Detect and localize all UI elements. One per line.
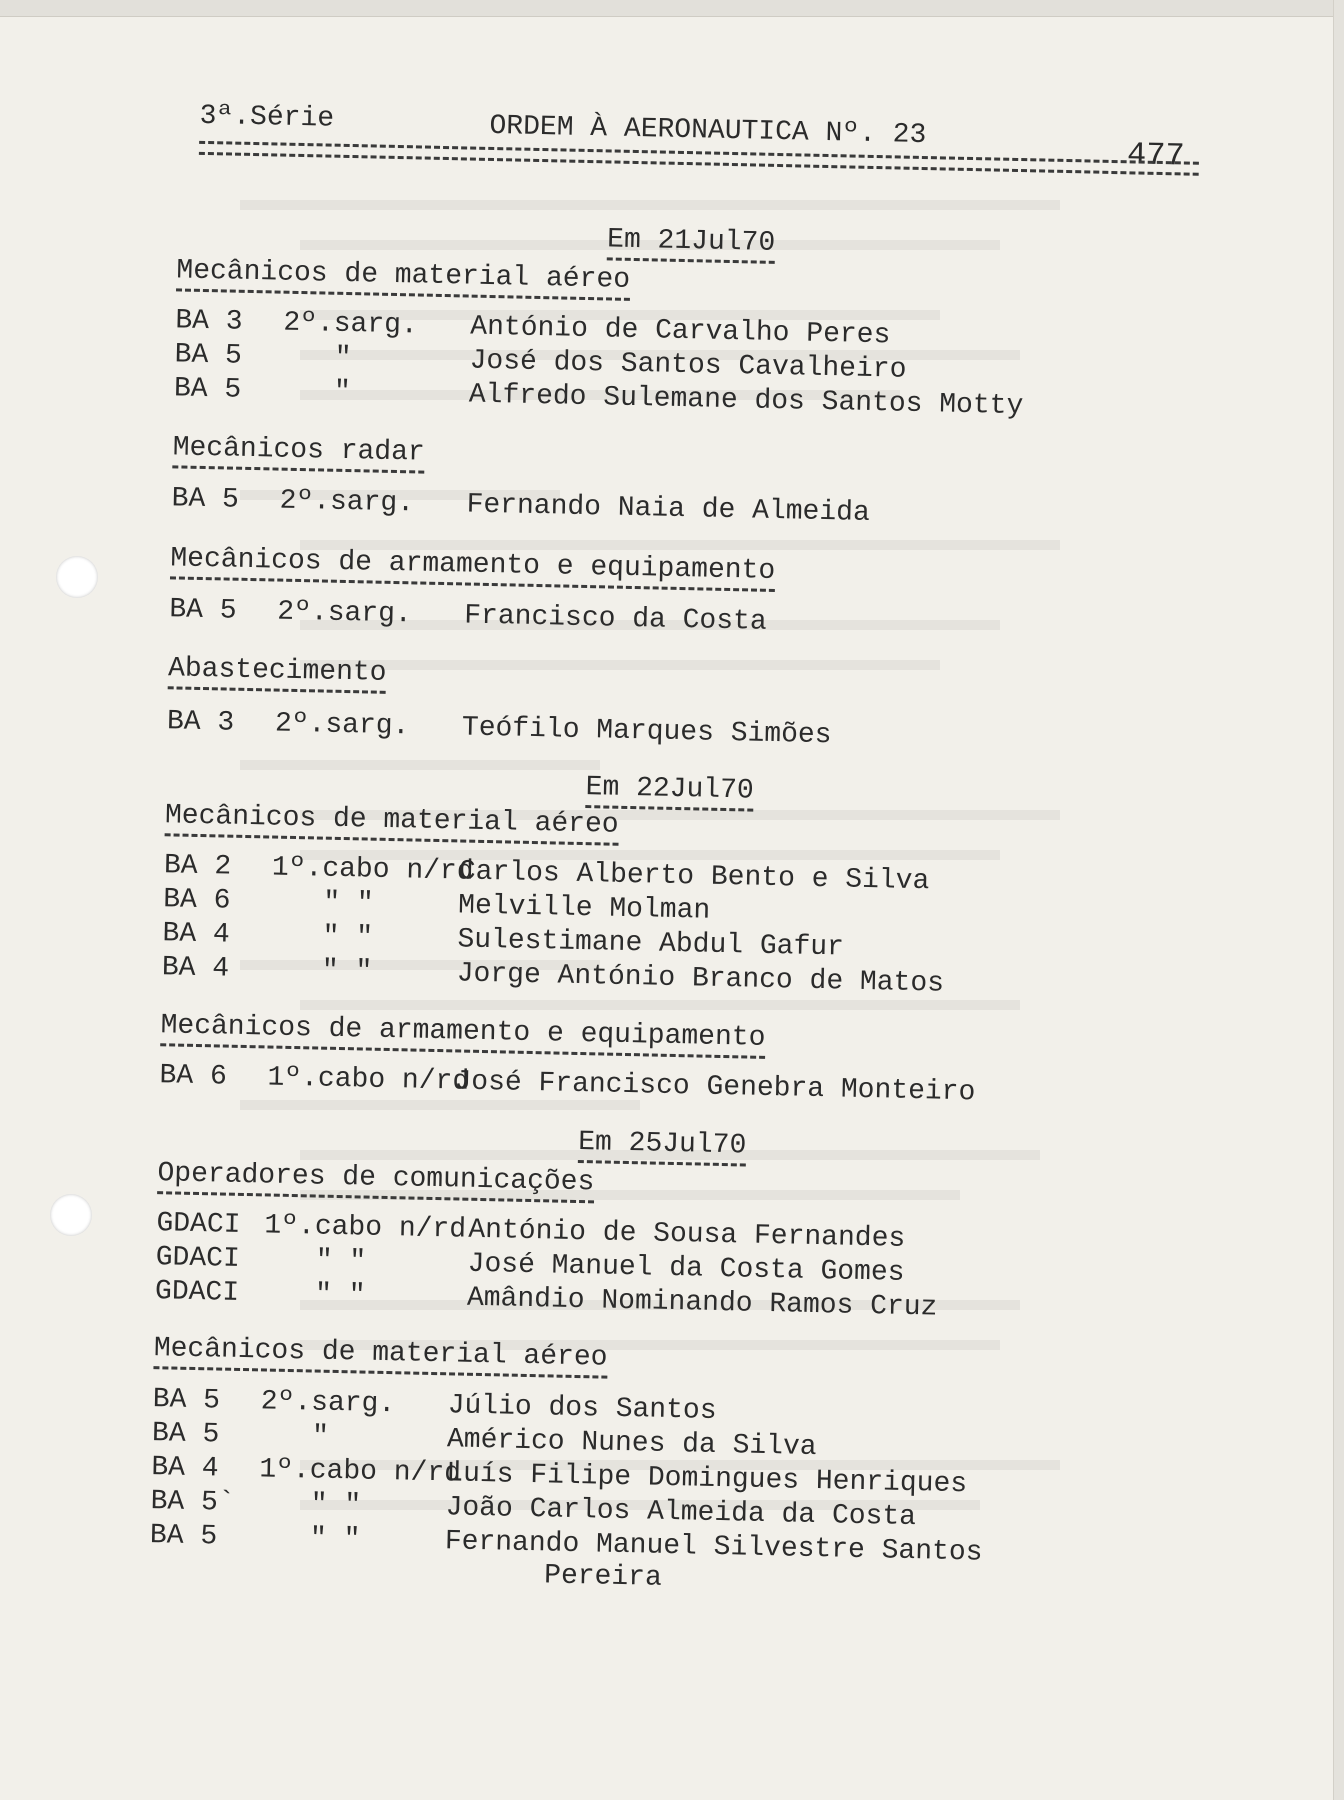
rank-cell: " ": [322, 887, 374, 920]
name-cell: José Manuel da Costa Gomes: [467, 1248, 905, 1289]
rank-cell: 1º.cabo n/rd: [267, 1062, 470, 1098]
unit-cell: BA 6: [159, 1060, 228, 1093]
rank-cell: 2º.sarg.: [260, 1386, 396, 1421]
unit-cell: BA 4: [161, 952, 230, 985]
rank-cell: 1º.cabo n/rd: [271, 852, 474, 888]
page-header: [199, 101, 1200, 192]
personnel-row: [173, 373, 1024, 423]
category-heading: Operadores de comunicações: [157, 1158, 595, 1203]
unit-cell: BA 3: [166, 706, 235, 739]
category-heading: Mecânicos de armamento e equipamento: [170, 543, 776, 592]
rank-cell: " ": [310, 1489, 362, 1522]
rank-cell: 2º.sarg.: [283, 307, 419, 342]
unit-cell: BA 3: [175, 305, 243, 338]
personnel-row: [169, 594, 767, 638]
binder-hole-bottom: [50, 1194, 92, 1236]
rank-cell: ": [311, 1421, 330, 1453]
document-content: [125, 100, 1200, 1781]
unit-cell: BA 5: [152, 1384, 221, 1417]
name-cell: Sulestimane Abdul Gafur: [457, 924, 845, 964]
page-top-edge: [0, 0, 1344, 17]
personnel-row: [155, 1242, 905, 1289]
unit-cell: BA 4: [162, 918, 231, 951]
name-cell: Fernando Manuel Silvestre Santos: [444, 1526, 983, 1569]
personnel-row: [159, 1060, 976, 1109]
binder-hole-top: [56, 556, 98, 598]
personnel-row: [152, 1384, 717, 1427]
personnel-row: [163, 850, 930, 898]
name-cell: Melville Molman: [457, 890, 711, 927]
name-cell: Luís Filipe Domingues Henriques: [445, 1458, 968, 1501]
category-heading: Mecânicos de material aéreo: [165, 800, 619, 845]
category-heading: Mecânicos radar: [172, 432, 425, 473]
personnel-row: [162, 918, 845, 964]
personnel-row: [151, 1418, 817, 1464]
name-cell: José dos Santos Cavalheiro: [469, 345, 907, 386]
unit-cell: BA 5: [174, 339, 243, 372]
unit-cell: BA 5: [149, 1520, 218, 1553]
name-cell: Francisco da Costa: [463, 600, 767, 638]
rank-cell: ": [334, 342, 352, 375]
personnel-row: [156, 1208, 906, 1255]
category-heading: Mecânicos de material aéreo: [153, 1333, 607, 1378]
unit-cell: BA 2: [163, 850, 232, 883]
category-heading: Mecânicos de armamento e equipamento: [160, 1010, 766, 1059]
unit-cell: GDACI: [154, 1276, 240, 1309]
name-cell: José Francisco Genebra Monteiro: [454, 1066, 976, 1109]
rank-cell: 1º.cabo n/rd: [264, 1210, 467, 1246]
rank-cell: " ": [309, 1523, 361, 1556]
personnel-row: [161, 952, 945, 1000]
personnel-row: [175, 305, 891, 352]
unit-cell: BA 5: [173, 373, 242, 406]
section-date: Em 21Jul70: [607, 224, 776, 264]
rank-cell: " ": [314, 1279, 366, 1312]
name-cell: Amândio Nominando Ramos Cruz: [466, 1282, 938, 1324]
category-heading: Mecânicos de material aéreo: [176, 255, 630, 300]
series-label: 3ª.Série: [199, 100, 335, 135]
name-cell: João Carlos Almeida da Costa: [445, 1492, 917, 1534]
personnel-row: [171, 483, 871, 529]
unit-cell: GDACI: [156, 1208, 241, 1241]
name-cell: António de Carvalho Peres: [469, 311, 891, 352]
unit-cell: BA 4: [151, 1452, 219, 1485]
section-date: Em 22Jul70: [585, 772, 754, 812]
rank-cell: 2º.sarg.: [279, 485, 415, 520]
document-title: ORDEM À AERONAUTICA Nº. 23: [489, 110, 927, 152]
category-heading: Abastecimento: [168, 653, 387, 694]
name-cell: António de Sousa Fernandes: [468, 1214, 906, 1255]
personnel-row: [149, 1520, 983, 1569]
unit-cell: BA 5: [171, 483, 240, 516]
rank-cell: " ": [322, 921, 374, 954]
personnel-row: [166, 706, 832, 752]
name-cell: Fernando Naia de Almeida: [466, 489, 871, 529]
personnel-row: [154, 1276, 938, 1324]
section-date: Em 25Jul70: [578, 1127, 747, 1167]
rank-cell: ": [333, 376, 352, 409]
name-cell: Carlos Alberto Bento e Silva: [458, 856, 930, 898]
unit-cell: BA 5: [169, 594, 237, 627]
name-cell: Júlio dos Santos: [447, 1390, 717, 1427]
personnel-row-continuation: [149, 1552, 663, 1594]
page-number: 477: [1126, 136, 1186, 175]
rank-cell: " ": [321, 955, 373, 988]
unit-cell: BA 6: [162, 884, 231, 917]
page-right-edge: [1333, 0, 1344, 1800]
rank-cell: 2º.sarg.: [274, 708, 410, 743]
name-cell: Américo Nunes da Silva: [446, 1424, 817, 1464]
name-continuation: Pereira: [543, 1560, 663, 1594]
personnel-row: [162, 884, 711, 927]
rank-cell: 1º.cabo n/rd: [259, 1454, 462, 1490]
unit-cell: GDACI: [155, 1242, 241, 1275]
personnel-row: [174, 339, 907, 386]
unit-cell: BA 5: [151, 1418, 220, 1451]
personnel-row: [151, 1452, 968, 1501]
personnel-row: [150, 1486, 917, 1534]
name-cell: Teófilo Marques Simões: [461, 712, 832, 752]
name-cell: Alfredo Sulemane dos Santos Motty: [468, 379, 1024, 423]
rank-cell: 2º.sarg.: [276, 596, 413, 631]
name-cell: Jorge António Branco de Matos: [456, 958, 945, 1000]
rank-cell: " ": [315, 1245, 367, 1278]
unit-cell: BA 5`: [150, 1486, 235, 1519]
